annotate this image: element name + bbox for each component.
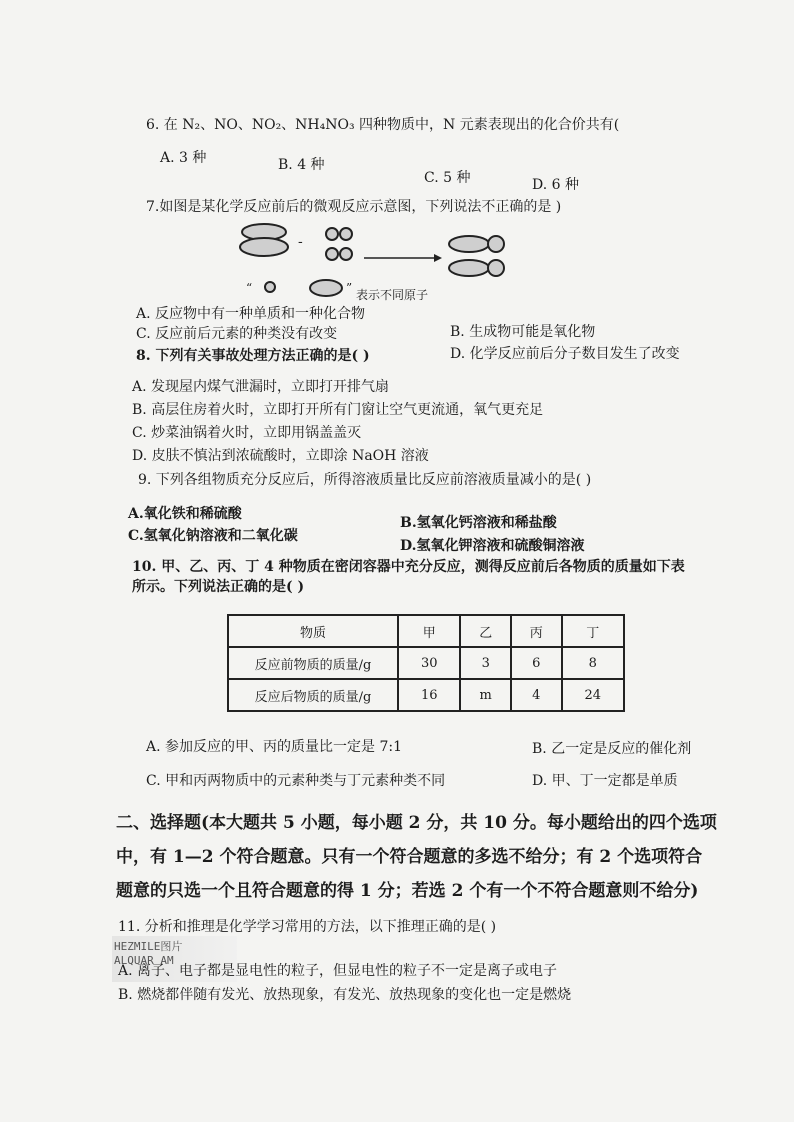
q9-option-c: C.氢氧化钠溶液和二氧化碳 <box>128 528 298 544</box>
legend-quote-2: ” <box>346 281 353 295</box>
q6-option-a: A. 3 种 <box>160 150 207 166</box>
product-molecule-2 <box>449 260 489 276</box>
table-header-row <box>228 615 624 647</box>
product-molecule-1 <box>449 236 489 252</box>
q11-stem: 11. 分析和推理是化学学习常用的方法，以下推理正确的是( ) <box>118 919 497 935</box>
q10-stem-line2: 所示。下列说法正确的是( ) <box>132 579 305 595</box>
q10-option-d: D. 甲、丁一定都是单质 <box>532 773 678 789</box>
table-header-cell: 乙 <box>460 615 511 647</box>
q7-option-a: A. 反应物中有一种单质和一种化合物 <box>136 306 366 322</box>
q11-option-b: B. 燃烧都伴随有发光、放热现象，有发光、放热现象的变化也一定是燃烧 <box>118 987 572 1003</box>
section2-heading-line3: 题意的只选一个且符合题意的得 1 分；若选 2 个有一个不符合题意则不给分) <box>116 881 699 901</box>
table-cell: 4 <box>511 679 562 711</box>
section2-heading-line1: 二、选择题(本大题共 5 小题，每小题 2 分，共 10 分。每小题给出的四个选项 <box>116 813 717 833</box>
reactant-atom-1 <box>326 228 338 240</box>
reactant-atom-3 <box>326 248 338 260</box>
reactant-atom-4 <box>340 248 352 260</box>
q6-option-d: D. 6 种 <box>532 177 579 193</box>
reactant-molecule-bottom <box>240 238 288 256</box>
q7-option-b: B. 生成物可能是氧化物 <box>450 324 596 340</box>
scan-watermark-line2: ALQUAR_AM <box>114 954 174 967</box>
q8-option-b: B. 高层住房着火时，立即打开所有门窗让空气更流通，氧气更充足 <box>132 402 544 418</box>
legend-large-atom <box>310 280 342 296</box>
plus-sign: - <box>298 234 303 250</box>
table-cell: 反应前物质的质量/g <box>228 647 398 679</box>
q10-stem-line1: 10. 甲、乙、丙、丁 4 种物质在密闭容器中充分反应，测得反应前后各物质的质量如下表 <box>132 559 685 575</box>
table-header-cell: 丙 <box>511 615 562 647</box>
scan-watermark-line1: HEZMILE图片 <box>114 940 183 953</box>
table-cell: 8 <box>562 647 624 679</box>
q7-legend: 表示不同原子 <box>356 288 429 302</box>
table-cell: 反应后物质的质量/g <box>228 679 398 711</box>
table-cell: 6 <box>511 647 562 679</box>
mass-table <box>227 614 625 712</box>
table-cell: m <box>460 679 511 711</box>
table-row <box>228 647 624 679</box>
table-cell: 16 <box>398 679 460 711</box>
q7-stem: 7.如图是某化学反应前后的微观反应示意图，下列说法不正确的是 ) <box>146 199 562 215</box>
q8-option-a: A. 发现屋内煤气泄漏时，立即打开排气扇 <box>132 379 390 395</box>
product-atom-2 <box>488 260 504 276</box>
q6-option-b: B. 4 种 <box>278 157 325 173</box>
table-cell: 24 <box>562 679 624 711</box>
legend-quote-1: “ <box>246 281 253 295</box>
legend-small-atom <box>265 282 275 292</box>
q6-option-c: C. 5 种 <box>424 170 471 186</box>
q8-option-c: C. 炒菜油锅着火时，立即用锅盖盖灭 <box>132 425 362 441</box>
table-row <box>228 679 624 711</box>
reaction-arrow-head <box>434 254 442 262</box>
q9-stem: 9. 下列各组物质充分反应后，所得溶液质量比反应前溶液质量减小的是( ) <box>138 472 592 488</box>
q7-option-c: C. 反应前后元素的种类没有改变 <box>136 326 338 342</box>
q10-option-b: B. 乙一定是反应的催化剂 <box>532 741 692 757</box>
q7-option-d: D. 化学反应前后分子数目发生了改变 <box>450 346 680 362</box>
q10-option-a: A. 参加反应的甲、丙的质量比一定是 7:1 <box>146 739 402 755</box>
table-cell: 3 <box>460 647 511 679</box>
product-atom-1 <box>488 236 504 252</box>
table-header-cell: 物质 <box>228 615 398 647</box>
table-header-cell: 甲 <box>398 615 460 647</box>
table-header-cell: 丁 <box>562 615 624 647</box>
q6-stem: 6. 在 N₂、NO、NO₂、NH₄NO₃ 四种物质中，N 元素表现出的化合价共有( <box>146 117 620 133</box>
q9-option-a: A.氧化铁和稀硫酸 <box>128 506 242 522</box>
q10-option-c: C. 甲和丙两物质中的元素种类与丁元素种类不同 <box>146 773 446 789</box>
section2-heading-line2: 中，有 1—2 个符合题意。只有一个符合题意的多选不给分；有 2 个选项符合 <box>116 847 703 867</box>
q8-option-d: D. 皮肤不慎沾到浓硫酸时，立即涂 NaOH 溶液 <box>132 448 429 464</box>
table-cell: 30 <box>398 647 460 679</box>
q11-option-a: A. 离子、电子都是显电性的粒子，但显电性的粒子不一定是离子或电子 <box>118 963 558 979</box>
q8-stem: 8. 下列有关事故处理方法正确的是( ) <box>136 348 370 364</box>
reactant-atom-2 <box>340 228 352 240</box>
q9-option-d: D.氢氧化钾溶液和硫酸铜溶液 <box>400 538 585 554</box>
q9-option-b: B.氢氧化钙溶液和稀盐酸 <box>400 515 557 531</box>
